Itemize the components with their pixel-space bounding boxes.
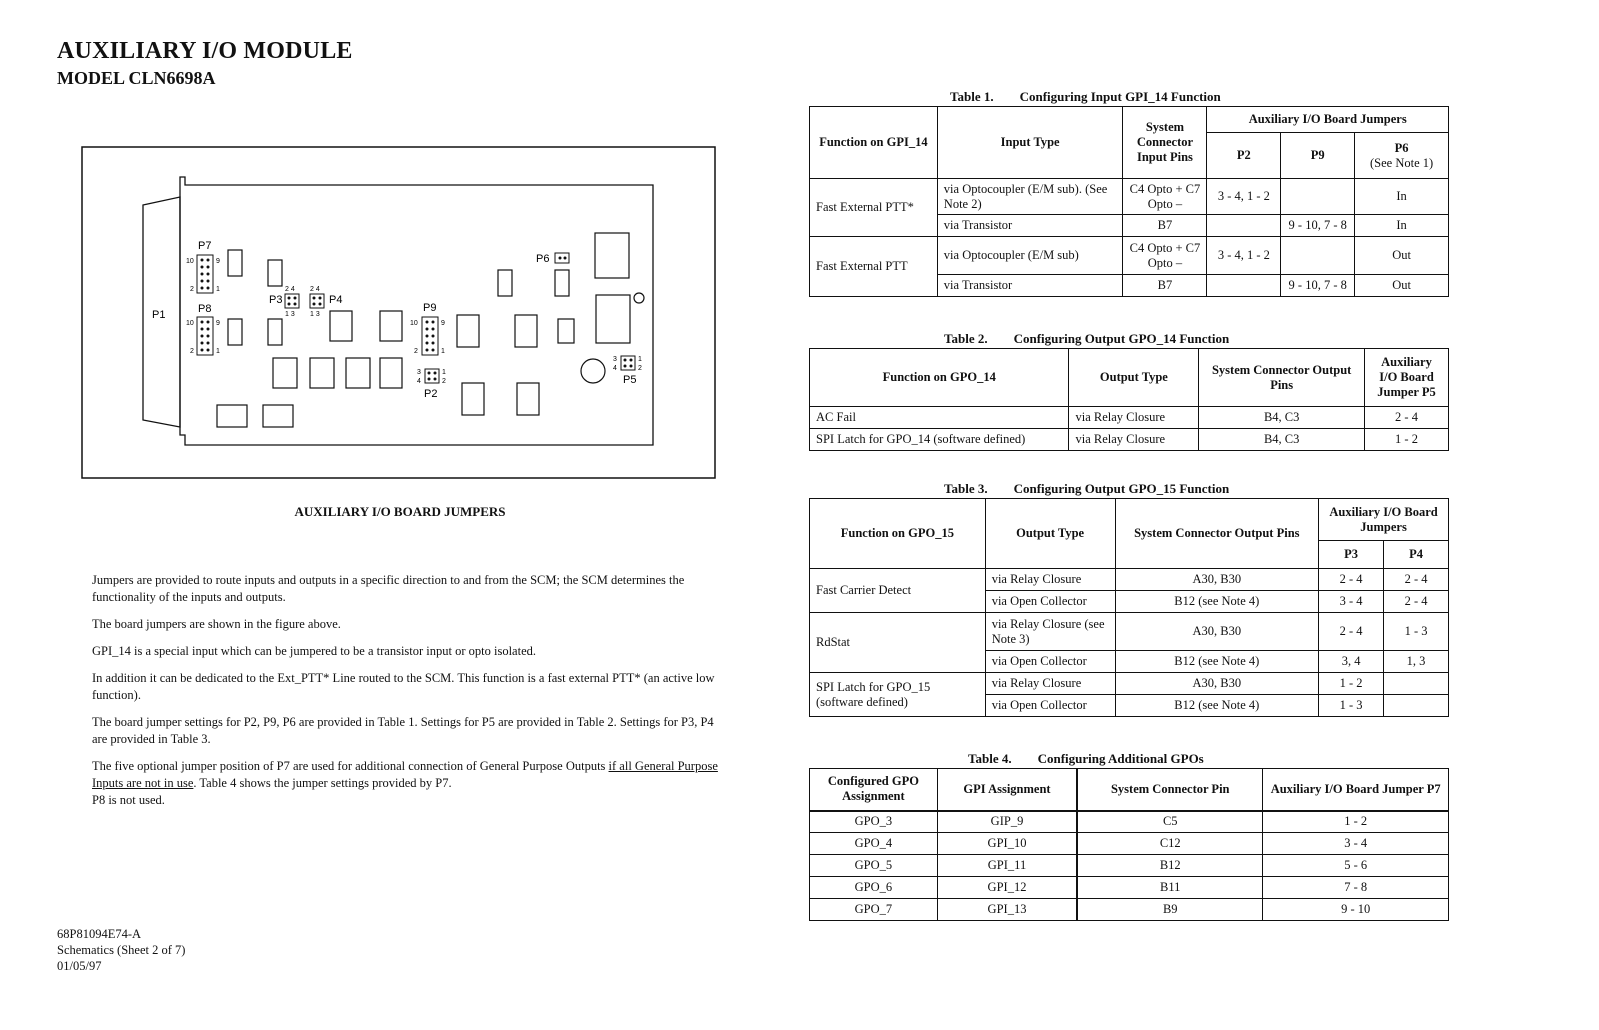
t3-r3-type: via Open Collector [985, 651, 1115, 673]
t2-r0-type: via Relay Closure [1069, 407, 1199, 429]
p3-pins-bottom: 1 3 [285, 311, 295, 318]
footer [57, 926, 185, 974]
paragraph-table-refs: The board jumper settings for P2, P9, P6 are provided in Table 1. Settings for P5 are provided in Table 2. Settings for P3, P4 are provided in Table 3. [92, 715, 714, 746]
t1-h-group: Auxiliary I/O Board Jumpers [1207, 107, 1449, 133]
sheet-info: Schematics (Sheet 2 of 7) [57, 943, 186, 957]
table2-caption [944, 331, 1229, 347]
t4-r0-gpo: GPO_3 [810, 811, 938, 833]
t4-h-gpo: Configured GPO Assignment [810, 769, 938, 811]
table2-title: Configuring Output GPO_14 Function [1013, 331, 1230, 346]
t1-r1-type: via Transistor [937, 215, 1123, 237]
t3-r1-type: via Open Collector [985, 591, 1115, 613]
t3-r2-function: RdStat [810, 613, 986, 673]
t1-r0-pins: C4 Opto + C7 Opto – [1123, 179, 1207, 215]
t2-r1-type: via Relay Closure [1069, 429, 1199, 451]
t1-h-p6 [1355, 133, 1449, 179]
label-p7: P7 [198, 240, 212, 252]
t3-r3-p3: 3, 4 [1319, 651, 1384, 673]
p9-pin-9: 9 [441, 320, 445, 327]
t1-h-p2: P2 [1207, 133, 1281, 179]
paragraph-p8: P8 is not used. [92, 793, 165, 807]
t1-r0-p2: 3 - 4, 1 - 2 [1207, 179, 1281, 215]
label-p5: P5 [623, 374, 637, 386]
t3-r1-pins: B12 (see Note 4) [1115, 591, 1319, 613]
t1-h-input-type: Input Type [937, 107, 1123, 179]
t1-r1-p9: 9 - 10, 7 - 8 [1281, 215, 1355, 237]
t4-r1-gpo: GPO_4 [810, 833, 938, 855]
p8-pin-9: 9 [216, 320, 220, 327]
t4-r4-gpo: GPO_7 [810, 899, 938, 921]
label-p3: P3 [269, 294, 283, 306]
t1-h-function: Function on GPI_14 [810, 107, 938, 179]
t4-r3-pin: B11 [1077, 877, 1263, 899]
t2-r0-function: AC Fail [810, 407, 1069, 429]
t4-r4-gpi: GPI_13 [937, 899, 1077, 921]
label-p1: P1 [152, 309, 166, 321]
table1-number: Table 1. [950, 89, 994, 104]
table4-title: Configuring Additional GPOs [1037, 751, 1204, 766]
p7-pin-2: 2 [190, 286, 194, 293]
t4-r3-p7: 7 - 8 [1263, 877, 1449, 899]
t4-r0-gpi: GIP_9 [937, 811, 1077, 833]
t1-r2-p6: Out [1355, 237, 1449, 275]
t4-r1-p7: 3 - 4 [1263, 833, 1449, 855]
t3-h-group: Auxiliary I/O Board Jumpers [1319, 499, 1449, 541]
p5-pin-1: 1 [638, 356, 642, 363]
p8-pin-10: 10 [186, 320, 194, 327]
t2-r0-pins: B4, C3 [1199, 407, 1365, 429]
p5-pin-4: 4 [613, 365, 617, 372]
p5-pin-3: 3 [613, 356, 617, 363]
t1-r3-p9: 9 - 10, 7 - 8 [1281, 275, 1355, 297]
t3-r4-function: SPI Latch for GPO_15 (software defined) [810, 673, 986, 717]
t1-r3-p6: Out [1355, 275, 1449, 297]
p4-pins-bottom: 1 3 [310, 311, 320, 318]
p8-pin-2: 2 [190, 348, 194, 355]
t4-r0-pin: C5 [1077, 811, 1263, 833]
t1-r2-function: Fast External PTT [810, 237, 938, 297]
t3-r4-type: via Relay Closure [985, 673, 1115, 695]
p5-pin-2: 2 [638, 365, 642, 372]
t1-h-p9: P9 [1281, 133, 1355, 179]
t1-r2-pins: C4 Opto + C7 Opto – [1123, 237, 1207, 275]
t2-r0-p5: 2 - 4 [1365, 407, 1449, 429]
p2-pin-2: 2 [442, 378, 446, 385]
t3-h-output-type: Output Type [985, 499, 1115, 569]
t3-r0-pins: A30, B30 [1115, 569, 1319, 591]
p9-pin-2: 2 [414, 348, 418, 355]
p2-pin-3: 3 [417, 369, 421, 376]
t1-r0-type: via Optocoupler (E/M sub). (See Note 2) [937, 179, 1123, 215]
p7-text-a: The five optional jumper position of P7 are used for additional connection of General Purpose Outputs [92, 759, 609, 773]
p4-pins-top: 2 4 [310, 286, 320, 293]
p8-pin-1: 1 [216, 348, 220, 355]
t2-r1-pins: B4, C3 [1199, 429, 1365, 451]
table4 [809, 768, 1449, 921]
t4-r2-pin: B12 [1077, 855, 1263, 877]
figure-caption: AUXILIARY I/O BOARD JUMPERS [294, 504, 506, 519]
t1-r0-function: Fast External PTT* [810, 179, 938, 237]
t2-h-jumper: Auxiliary I/O Board Jumper P5 [1365, 349, 1449, 407]
t4-r2-p7: 5 - 6 [1263, 855, 1449, 877]
t1-r0-p6: In [1355, 179, 1449, 215]
t3-r4-p3: 1 - 2 [1319, 673, 1384, 695]
t3-r4-pins: A30, B30 [1115, 673, 1319, 695]
p7-text-b: . Table 4 shows the jumper settings provided by P7. [193, 776, 452, 790]
t3-r1-p3: 3 - 4 [1319, 591, 1384, 613]
page-title: AUXILIARY I/O MODULE [57, 38, 353, 64]
t4-r1-pin: C12 [1077, 833, 1263, 855]
table4-number: Table 4. [968, 751, 1012, 766]
table3-number: Table 3. [944, 481, 988, 496]
t1-r2-p2: 3 - 4, 1 - 2 [1207, 237, 1281, 275]
table3-title: Configuring Output GPO_15 Function [1013, 481, 1230, 496]
t1-r3-type: via Transistor [937, 275, 1123, 297]
t2-r1-function: SPI Latch for GPO_14 (software defined) [810, 429, 1069, 451]
t4-h-jumper: Auxiliary I/O Board Jumper P7 [1263, 769, 1449, 811]
t1-r2-p9 [1281, 237, 1355, 275]
t3-h-p3: P3 [1319, 541, 1384, 569]
t3-r3-pins: B12 (see Note 4) [1115, 651, 1319, 673]
t4-r4-pin: B9 [1077, 899, 1263, 921]
t3-r5-type: via Open Collector [985, 695, 1115, 717]
t2-r1-p5: 1 - 2 [1365, 429, 1449, 451]
t1-h-p6-note: (See Note 1) [1369, 155, 1434, 170]
t3-r0-type: via Relay Closure [985, 569, 1115, 591]
t4-r3-gpi: GPI_12 [937, 877, 1077, 899]
label-p4: P4 [329, 294, 343, 306]
t3-h-function: Function on GPO_15 [810, 499, 986, 569]
t1-h-pins: System Connector Input Pins [1123, 107, 1207, 179]
t1-r3-pins: B7 [1123, 275, 1207, 297]
paragraph-figure-ref: The board jumpers are shown in the figure above. [92, 617, 341, 631]
table1 [809, 106, 1449, 297]
table1-caption [950, 89, 1221, 105]
label-p6: P6 [536, 253, 550, 265]
t3-r5-p4 [1384, 695, 1449, 717]
label-p2: P2 [424, 388, 438, 400]
board-jumper-figure [80, 145, 720, 481]
paragraph-p7 [92, 758, 732, 792]
table2-number: Table 2. [944, 331, 988, 346]
t2-h-pins: System Connector Output Pins [1199, 349, 1365, 407]
t1-r1-p2 [1207, 215, 1281, 237]
p9-pin-1: 1 [441, 348, 445, 355]
table3-caption [944, 481, 1229, 497]
t3-r2-p4: 1 - 3 [1384, 613, 1449, 651]
t1-r1-p6: In [1355, 215, 1449, 237]
t2-h-function: Function on GPO_14 [810, 349, 1069, 407]
paragraph-ext-ptt: In addition it can be dedicated to the Ext_PTT* Line routed to the SCM. This function is a fast external PTT* (an active low function). [92, 671, 715, 702]
t1-r0-p9 [1281, 179, 1355, 215]
t4-h-pin: System Connector Pin [1077, 769, 1263, 811]
t4-r2-gpo: GPO_5 [810, 855, 938, 877]
table4-caption [968, 751, 1204, 767]
t4-r0-p7: 1 - 2 [1263, 811, 1449, 833]
p7-text-underlined: if all General Purpose Inputs are not in use [92, 759, 718, 790]
t3-h-p4: P4 [1384, 541, 1449, 569]
p2-pin-1: 1 [442, 369, 446, 376]
t4-r4-p7: 9 - 10 [1263, 899, 1449, 921]
paragraph-jumpers: Jumpers are provided to route inputs and outputs in a specific direction to and from the SCM; the SCM determines the functionality of the inputs and outputs. [92, 573, 685, 604]
doc-date: 01/05/97 [57, 959, 102, 973]
paragraph-gpi14: GPI_14 is a special input which can be jumpered to be a transistor input or opto isolated. [92, 644, 537, 658]
t1-r2-type: via Optocoupler (E/M sub) [937, 237, 1123, 275]
table3 [809, 498, 1449, 717]
t4-h-gpi: GPI Assignment [937, 769, 1077, 811]
t4-r3-gpo: GPO_6 [810, 877, 938, 899]
t4-r1-gpi: GPI_10 [937, 833, 1077, 855]
t1-r3-p2 [1207, 275, 1281, 297]
p9-pin-10: 10 [410, 320, 418, 327]
label-p8: P8 [198, 303, 212, 315]
t3-r0-function: Fast Carrier Detect [810, 569, 986, 613]
model-subtitle: MODEL CLN6698A [57, 68, 216, 88]
t4-r2-gpi: GPI_11 [937, 855, 1077, 877]
p7-pin-1: 1 [216, 286, 220, 293]
t1-r1-pins: B7 [1123, 215, 1207, 237]
t3-r5-p3: 1 - 3 [1319, 695, 1384, 717]
p7-pin-9: 9 [216, 258, 220, 265]
t3-r4-p4 [1384, 673, 1449, 695]
t3-r3-p4: 1, 3 [1384, 651, 1449, 673]
table1-title: Configuring Input GPI_14 Function [1019, 89, 1221, 104]
p7-pin-10: 10 [186, 258, 194, 265]
t2-h-output-type: Output Type [1069, 349, 1199, 407]
doc-number: 68P81094E74-A [57, 927, 142, 941]
t3-r2-pins: A30, B30 [1115, 613, 1319, 651]
label-p9: P9 [423, 302, 437, 314]
table2 [809, 348, 1449, 451]
t3-h-pins: System Connector Output Pins [1115, 499, 1319, 569]
t3-r5-pins: B12 (see Note 4) [1115, 695, 1319, 717]
t3-r2-p3: 2 - 4 [1319, 613, 1384, 651]
p2-pin-4: 4 [417, 378, 421, 385]
t1-h-p6-label: P6 [1394, 140, 1409, 155]
t3-r2-type: via Relay Closure (see Note 3) [985, 613, 1115, 651]
p3-pins-top: 2 4 [285, 286, 295, 293]
t3-r0-p4: 2 - 4 [1384, 569, 1449, 591]
t3-r0-p3: 2 - 4 [1319, 569, 1384, 591]
t3-r1-p4: 2 - 4 [1384, 591, 1449, 613]
